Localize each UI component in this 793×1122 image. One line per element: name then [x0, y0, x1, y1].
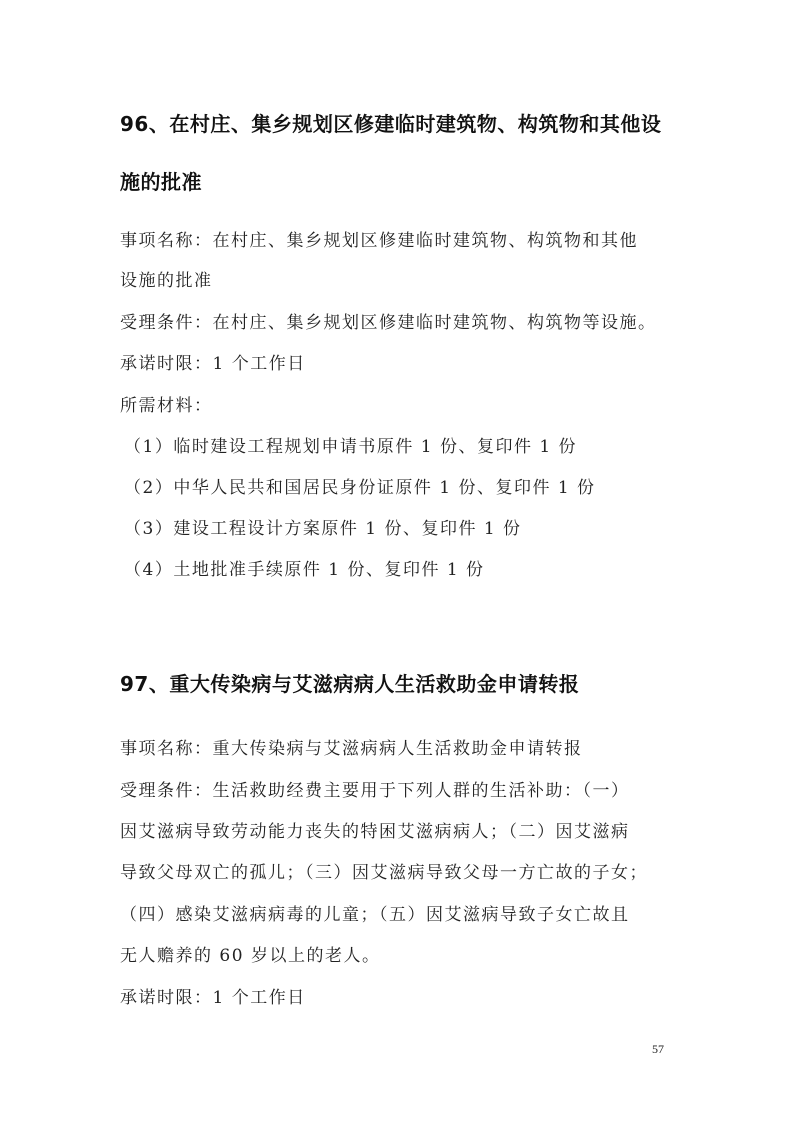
section-96-heading-line-1: 96、在村庄、集乡规划区修建临时建筑物、构筑物和其他设	[120, 112, 662, 136]
section-96-material-1: （1）临时建设工程规划申请书原件 1 份、复印件 1 份	[124, 437, 578, 457]
section-97-conditions-line-4: （四）感染艾滋病病毒的儿童；（五）因艾滋病导致子女亡故且	[120, 905, 630, 925]
section-97-conditions-line-1: 受理条件：生活救助经费主要用于下列人群的生活补助：（一）	[120, 781, 630, 801]
section-97-heading	[120, 670, 690, 698]
section-96-heading	[120, 110, 690, 196]
section-97-item-name-line-1: 事项名称：重大传染病与艾滋病病人生活救助金申请转报	[120, 739, 583, 759]
section-97-conditions-line-2: 因艾滋病导致劳动能力丧失的特困艾滋病病人；（二）因艾滋病	[120, 822, 630, 842]
section-97-conditions-line-3: 导致父母双亡的孤儿；（三）因艾滋病导致父母一方亡故的子女；	[120, 863, 648, 883]
section-97-heading-line-1: 97、重大传染病与艾滋病病人生活救助金申请转报	[120, 672, 580, 696]
page-number: 57	[652, 1042, 664, 1056]
section-97-time-limit: 承诺时限：1 个工作日	[120, 988, 306, 1008]
section-96-materials-label: 所需材料：	[120, 396, 213, 416]
section-96-material-3: （3）建设工程设计方案原件 1 份、复印件 1 份	[124, 519, 522, 539]
section-96-item-name-line-1: 事项名称：在村庄、集乡规划区修建临时建筑物、构筑物和其他	[120, 231, 638, 251]
section-96-item-name-line-2: 设施的批准	[120, 271, 213, 291]
section-97-conditions-line-5: 无人赡养的 60 岁以上的老人。	[120, 946, 381, 966]
section-96-conditions-line-1: 受理条件：在村庄、集乡规划区修建临时建筑物、构筑物等设施。	[120, 313, 657, 333]
section-96-heading-line-2: 施的批准	[120, 170, 202, 194]
section-96-material-2: （2）中华人民共和国居民身份证原件 1 份、复印件 1 份	[124, 478, 596, 498]
section-96-time-limit: 承诺时限：1 个工作日	[120, 354, 306, 374]
section-96-material-4: （4）土地批准手续原件 1 份、复印件 1 份	[124, 560, 485, 580]
